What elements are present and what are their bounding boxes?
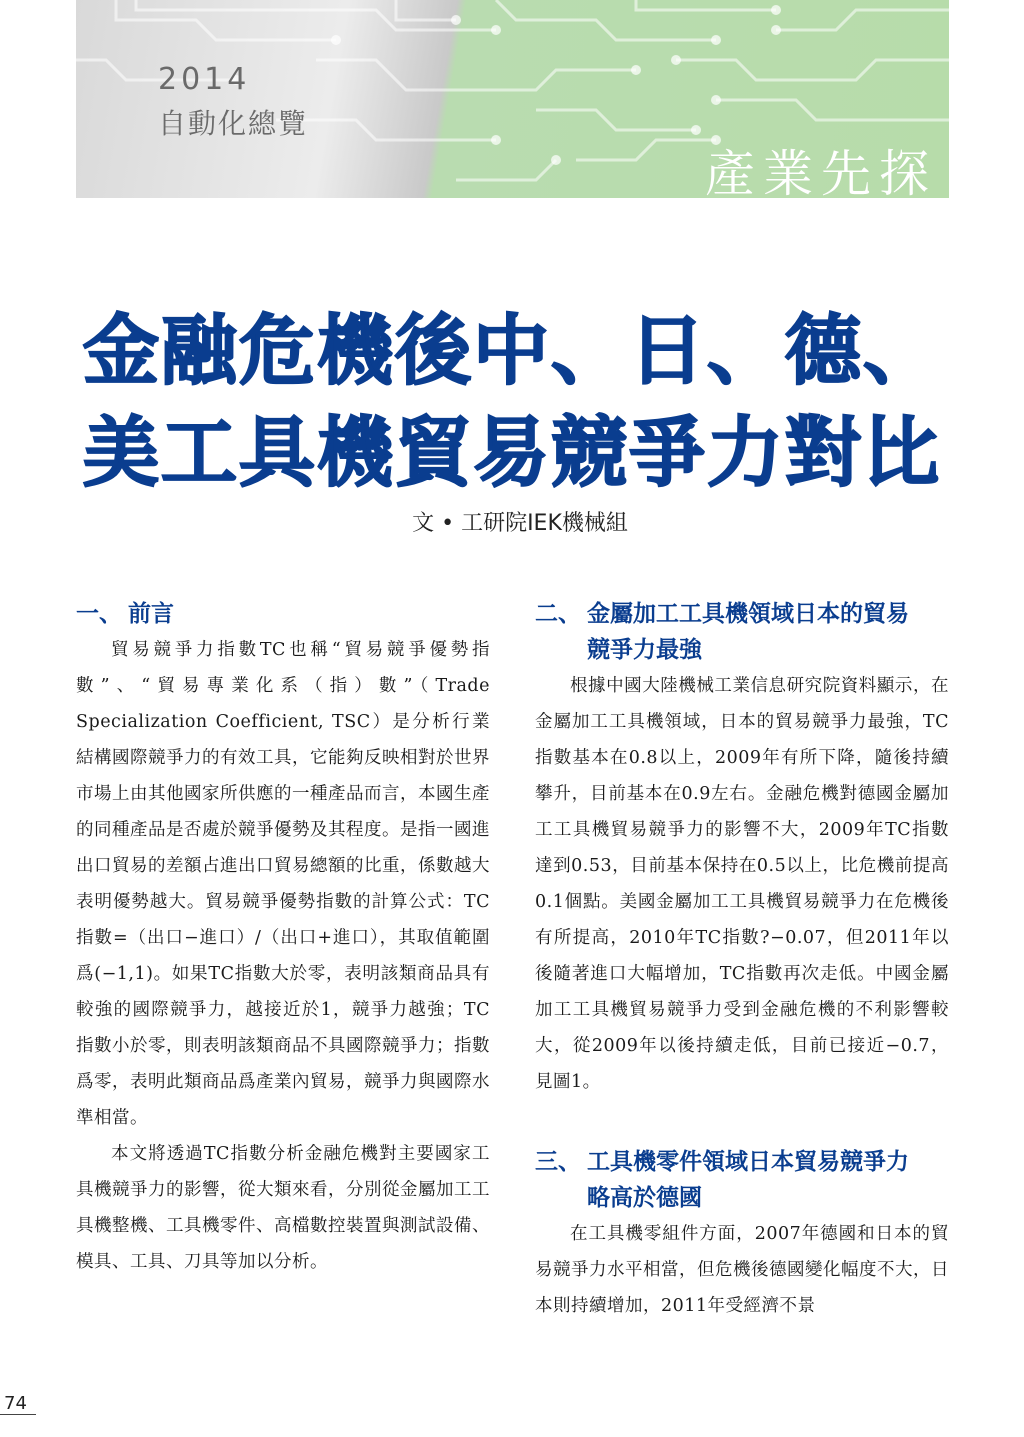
paragraph-intro: 貿易競爭力指數TC也稱“貿易競爭優勢指數”、“貿易專業化系（指）數”（Trade Specialization Coefficient, TSC）是分析行業結構國際競爭力的有效工具，它能夠反映相對於世界市場上由其他國家所供應的一種產品而言，本國生產的同種產品是否處於競爭優勢及其程度。是指一國進出口貿易的差額占進出口貿易總額的比重，係數越大表明優勢越大。貿易競爭優勢指數的計算公式：TC指數=（出口−進口）/（出口+進口），其取值範圍爲(−1,1)。如果TC指數大於零，表明該類商品具有較強的國際競爭力，越接近於1，競爭力越強；TC指數小於零，則表明該類商品不具國際競爭力；指數爲零，表明此類商品爲產業內貿易，競爭力與國際水準相當。 bbox=[76, 640, 490, 1128]
footer-rule bbox=[0, 1414, 36, 1415]
banner-section-name: 產業先探 bbox=[705, 145, 937, 198]
section-number: 一、 bbox=[76, 601, 122, 627]
section-gap bbox=[535, 1100, 949, 1144]
section-number: 三、 bbox=[535, 1149, 581, 1175]
section-heading-text: 前言 bbox=[128, 601, 174, 627]
section-heading-text: 金屬加工工具機領域日本的貿易 bbox=[587, 601, 909, 627]
banner-year: 2014 bbox=[158, 62, 251, 97]
section-heading-3 bbox=[535, 1144, 949, 1216]
header-banner bbox=[76, 0, 949, 198]
section-heading-text: 工具機零件領域日本貿易競爭力 bbox=[587, 1149, 909, 1175]
paragraph-scope: 本文將透過TC指數分析金融危機對主要國家工具機競爭力的影響，從大類來看，分別從金屬加工工具機整機、工具機零件、高檔數控裝置與測試設備、模具、工具、刀具等加以分析。 bbox=[76, 1144, 490, 1272]
left-column bbox=[76, 596, 490, 1280]
byline: 文 • 工研院IEK機械組 bbox=[412, 511, 628, 536]
banner-subtitle: 自動化總覽 bbox=[158, 107, 309, 140]
section-number: 二、 bbox=[535, 601, 581, 627]
section-heading-1 bbox=[76, 596, 490, 632]
right-column bbox=[535, 596, 949, 1324]
page-number: 74 bbox=[4, 1393, 27, 1414]
section-heading-text-continued: 略高於德國 bbox=[587, 1185, 702, 1211]
paragraph-components: 在工具機零組件方面，2007年德國和日本的貿易競爭力水平相當，但危機後德國變化幅度不大，日本則持續增加，2011年受經濟不景 bbox=[535, 1224, 949, 1316]
article-title-line-1: 金融危機後中、日、德、 bbox=[83, 306, 941, 395]
article-title-line-2: 美工具機貿易競爭力對比 bbox=[83, 408, 941, 497]
paragraph-metal-working: 根據中國大陸機械工業信息研究院資料顯示，在金屬加工工具機領域，日本的貿易競爭力最強，TC指數基本在0.8以上，2009年有所下降，隨後持續攀升，目前基本在0.9左右。金融危機對德國金屬加工工具機貿易競爭力的影響不大，2009年TC指數達到0.53，目前基本保持在0.5以上，比危機前提高0.1個點。美國金屬加工工具機貿易競爭力在危機後有所提高，2010年TC指數?−0.07，但2011年以後隨著進口大幅增加，TC指數再次走低。中國金屬加工工具機貿易競爭力受到金融危機的不利影響較大，從2009年以後持續走低，目前已接近−0.7，見圖1。 bbox=[535, 676, 949, 1092]
section-heading-text-continued: 競爭力最強 bbox=[587, 637, 702, 663]
section-heading-2 bbox=[535, 596, 949, 668]
